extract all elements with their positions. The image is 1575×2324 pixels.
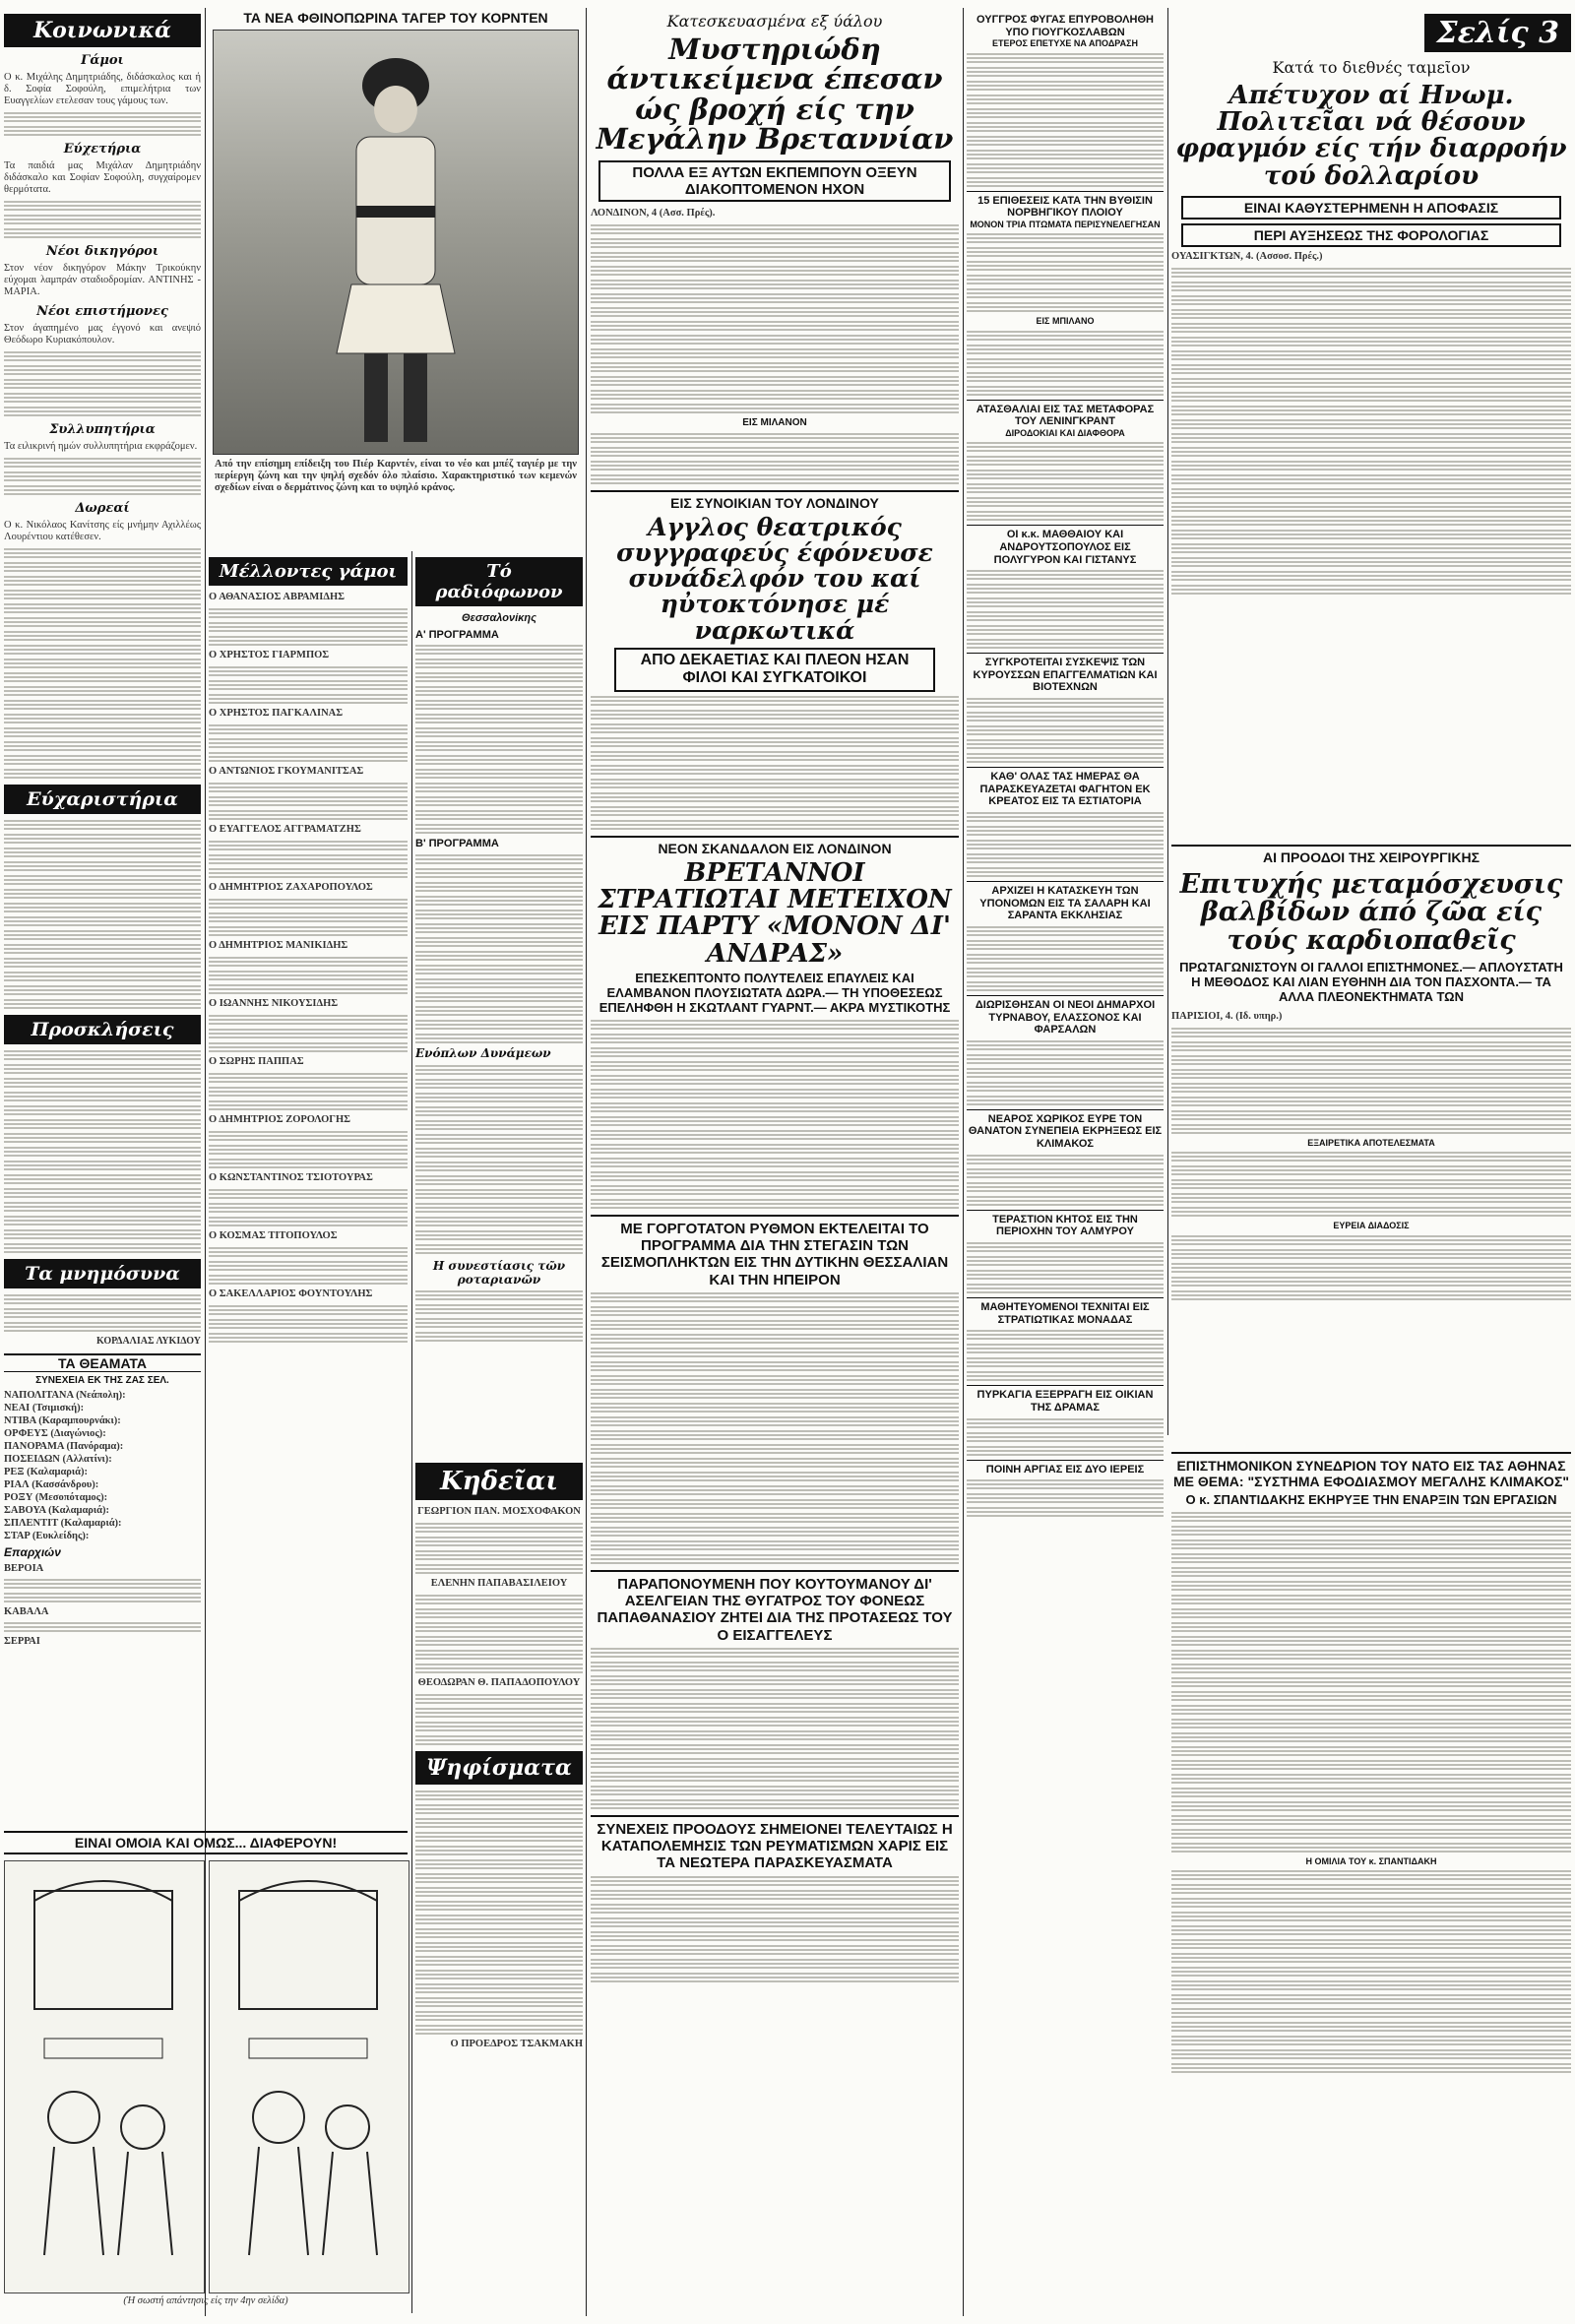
brief-headline: ΔΙΩΡΙΣΘΗΣΑΝ ΟΙ ΝΕΟΙ ΔΗΜΑΡΧΟΙ ΤΥΡΝΑΒΟΥ, ΕΛΑΣΣΟΝΟΣ ΚΑΙ ΦΑΡΣΑΛΩΝ (967, 995, 1164, 1036)
nato-box: Η ΟΜΙΛΙΑ ΤΟΥ κ. ΣΠΑΝΤΙΔΑΚΗ (1305, 1856, 1437, 1867)
funeral-name: ΓΕΩΡΓΙΟΝ ΠΑΝ. ΜΟΣΧΟΦΑΚΟΝ (417, 1506, 581, 1517)
radio-header: Τό ραδιόφωνον (415, 557, 583, 606)
story-byline: ΛΟΝΔΙΝΟΝ, 4 (Ασσ. Πρές). (591, 208, 716, 220)
item-heading: Νέοι δικηγόροι (45, 244, 159, 259)
show-item: ΝΤΙΒΑ (Καραμπουρνάκι): (4, 1414, 121, 1426)
promo-header: Προσκλήσεις (4, 1015, 201, 1044)
engagement-item: Ο ΚΟΣΜΑΣ ΤΙΤΟΠΟΥΛΟΣ (209, 1230, 338, 1241)
society-item (4, 244, 201, 298)
london-kicker: ΕΙΣ ΣΥΝΟΙΚΙΑΝ ΤΟΥ ΛΟΝΔΙΝΟΥ (591, 490, 959, 511)
engagement-item: Ο ΔΗΜΗΤΡΙΟΣ ΖΟΡΟΛΟΓΗΣ (209, 1114, 350, 1125)
cartoon-drawing-icon (5, 1861, 202, 2291)
program-label: Β' ΠΡΟΓΡΑΜΜΑ (415, 838, 499, 850)
brief-headline: ΑΡΧΙΖΕΙ Η ΚΑΤΑΣΚΕΥΗ ΤΩΝ ΥΠΟΝΟΜΩΝ ΕΙΣ ΤΑ ΣΑΛΑΡΗ ΚΑΙ ΣΑΡΑΝΤΑ ΕΚΚΛΗΣΙΑΣ (967, 881, 1164, 922)
economy-subhead: ΠΕΡΙ ΑΥΞΗΣΕΩΣ ΤΗΣ ΦΟΡΟΛΟΓΙΑΣ (1181, 223, 1561, 247)
society-item (4, 422, 201, 495)
show-item: ΝΕΑΙ (Τσιμισκή): (4, 1402, 85, 1413)
economy-subhead: ΕΙΝΑΙ ΚΑΘΥΣΤΕΡΗΜΕΝΗ Η ΑΠΟΦΑΣΙΣ (1181, 196, 1561, 220)
show-item: ΡΟΞΥ (Μεσοπόταμος): (4, 1491, 108, 1503)
funeral-name: ΘΕΟΔΩΡΑΝ Θ. ΠΑΠΑΔΟΠΟΥΛΟΥ (417, 1677, 581, 1688)
item-heading: Εύχετήρια (63, 142, 142, 157)
model-figure-icon (307, 38, 484, 452)
surgery-subhead: ΠΡΩΤΑΓΩΝΙΣΤΟΥΝ ΟΙ ΓΑΛΛΟΙ ΕΠΙΣΤΗΜΟΝΕΣ.— ΑΠΛΟΥΣΤΑΤΗ Η ΜΕΘΟΔΟΣ ΚΑΙ ΛΙΑΝ ΕΥΘΗΝΗ ΔΙΑ ΤΟΝ ΠΑΣΧΟΝΤΑ.— ΤΑ ΑΛΛΑ ΠΛΕΟΝΕΚΤΗΜΑΤΑ ΤΩΝ (1179, 960, 1563, 1004)
economy-kicker: Κατά το διεθνές ταμεῖον (1272, 58, 1471, 77)
section-logo: Σελίς 3 (1424, 14, 1571, 52)
society-item (4, 142, 201, 238)
show-item: ΝΑΠΟΛΙΤΑΝΑ (Νεάπολη): (4, 1389, 126, 1401)
engagement-item: Ο ΑΘΑΝΑΣΙΟΣ ΑΒΡΑΜΙΔΗΣ (209, 592, 346, 602)
rheum-headline: ΣΥΝΕΧΕΙΣ ΠΡΟΟΔΟΥΣ ΣΗΜΕΙΟΝΕΙ ΤΕΛΕΥΤΑΙΩΣ Η ΚΑΤΑΠΟΛΕΜΗΣΙΣ ΤΩΝ ΡΕΥΜΑΤΙΣΜΩΝ ΧΑΡΙΣ ΕΙΣ ΤΑ ΝΕΩΤΕΡΑ ΠΑΡΑΣΚΕΥΑΣΜΑΤΑ (591, 1815, 959, 1872)
column-funerals (415, 1457, 583, 2324)
funeral-name: ΕΛΕΝΗΝ ΠΑΠΑΒΑΣΙΛΕΙΟΥ (430, 1578, 568, 1589)
cartoon-title: ΕΙΝΑΙ ΟΜΟΙΑ ΚΑΙ ΟΜΩΣ... ΔΙΑΦΕΡΟΥΝ! (4, 1831, 408, 1854)
scandal-subhead: ΕΠΕΣΚΕΠΤΟΝΤΟ ΠΟΛΥΤΕΛΕΙΣ ΕΠΑΥΛΕΙΣ ΚΑΙ ΕΛΑΜΒΑΝΟΝ ΠΛΟΥΣΙΩΤΑΤΑ ΔΩΡΑ.— ΤΗ ΥΠΟΘΕΣΕΩΣ ΕΠΕΛΗΦΘΗ Η ΣΚΩΤΛΑΝΤ ΓΥΑΡΝΤ.— ΑΚΡΑ ΜΥΣΤΙΚΟΤΗΣ (598, 970, 951, 1015)
brief-subhead: ΕΤΕΡΟΣ ΕΠΕΤΥΧΕ ΝΑ ΑΠΟΔΡΑΣΗ (991, 38, 1139, 49)
funerals-header: Κηδεῖαι (415, 1463, 583, 1500)
surgery-byline: ΠΑΡΙΣΙΟΙ, 4. (Ιδ. υπηρ.) (1171, 1010, 1283, 1022)
item-body: Τα ειλικρινή ημών συλλυπητήρια εκφράζομεν. (4, 441, 198, 452)
item-heading: Συλλυπητήρια (49, 422, 156, 437)
photo-title: ΤΑ ΝΕΑ ΦΘΙΝΟΠΩΡΙΝΑ ΤΑΓΕΡ ΤΟΥ ΚΟΡΝΤΕΝ (243, 10, 548, 26)
story-dateline: ΕΙΣ ΜΙΛΑΝΟΝ (742, 417, 807, 429)
shows-header: ΤΑ ΘΕΑΜΑΤΑ (4, 1353, 201, 1372)
brief-headline: ΑΤΑΣΘΑΛΙΑΙ ΕΙΣ ΤΑΣ ΜΕΤΑΦΟΡΑΣ ΤΟΥ ΛΕΝΙΝΓΚΡΑΝΤ (967, 400, 1164, 428)
item-body: Τα παιδιά μας Μιχάλαν Δημητριάδην διδάσκαλο και Σοφίαν Σοφούλη, συγχαίρομεν θερμότατα. (4, 160, 201, 195)
cartoon-drawing-icon (210, 1861, 407, 2291)
nato-headline: ΕΠΙΣΤΗΜΟΝΙΚΟΝ ΣΥΝΕΔΡΙΟΝ ΤΟΥ ΝΑΤΟ ΕΙΣ ΤΑΣ ΑΘΗΝΑΣ ΜΕ ΘΕΜΑ: "ΣΥΣΤΗΜΑ ΕΦΟΔΙΑΣΜΟΥ ΜΕΓΑΛΗΣ ΚΛΙΜΑΚΟΣ" (1171, 1452, 1571, 1489)
engagement-item: Ο ΕΥΑΓΓΕΛΟΣ ΑΓΓΡΑΜΑΤΖΗΣ (209, 824, 361, 835)
program-label: Ενόπλων Δυνάμεων (415, 1045, 551, 1060)
thanks-header: Εύχαριστήρια (4, 785, 201, 814)
society-header: Κοινωνικά (4, 14, 201, 47)
kouts-headline: ΠΑΡΑΠΟΝΟΥΜΕΝΗ ΠΟΥ ΚΟΥΤΟΥΜΑΝΟΥ ΔΙ' ΑΣΕΛΓΕΙΑΝ ΤΗΣ ΘΥΓΑΤΡΟΣ ΤΟΥ ΦΟΝΕΩΣ ΠΑΠΑΘΑΝΑΣΙΟΥ ΖΗΤΕΙ ΔΙΑ ΤΗΣ ΠΡΟΤΑΣΕΩΣ ΤΟΥ Ο ΕΙΣΑΓΓΕΛΕΥΣ (591, 1570, 959, 1644)
show-item: ΟΡΦΕΥΣ (Διαγώνιος): (4, 1427, 106, 1439)
item-heading: Νέοι επιστήμονες (36, 304, 168, 319)
show-item: ΣΑΒΟΥΑ (Καλαμαριά): (4, 1504, 110, 1516)
story-kicker: Κατεσκευασμένα εξ ύάλου (666, 12, 883, 31)
item-body: Στον άγαπημένο μας έγγονό και ανεψιό Θεόδωρο Κυριακόπουλον. (4, 323, 201, 345)
column-rule (586, 8, 587, 2316)
surgery-box: ΕΥΡΕΙΑ ΔΙΑΔΟΣΙΣ (1333, 1221, 1410, 1231)
engagement-item: Ο ΧΡΗΣΤΟΣ ΠΑΓΚΑΛΙΝΑΣ (209, 708, 344, 719)
nato-story (1171, 1452, 1571, 2077)
signature: ΚΟΡΔΑΛΙΑΣ ΛΥΚΙΔΟΥ (95, 1336, 201, 1347)
column-rule (963, 8, 964, 2316)
brief-headline: ΚΑΘ' ΟΛΑΣ ΤΑΣ ΗΜΕΡΑΣ ΘΑ ΠΑΡΑΣΚΕΥΑΖΕΤΑΙ ΦΑΓΗΤΟΝ ΕΚ ΚΡΕΑΤΟΣ ΕΙΣ ΤΑ ΕΣΤΙΑΤΟΡΙΑ (967, 767, 1164, 808)
surgery-story (1171, 845, 1571, 1304)
program-label: Α' ΠΡΟΓΡΑΜΜΑ (415, 628, 499, 641)
engagement-item: Ο ΚΩΝΣΤΑΝΤΙΝΟΣ ΤΣΙΟΤΟΥΡΑΣ (209, 1172, 373, 1183)
engagement-item: Ο ΣΑΚΕΛΛΑΡΙΟΣ ΦΟΥΝΤΟΥΛΗΣ (209, 1288, 373, 1299)
signatory: Ο ΠΡΟΕΔΡΟΣ ΤΣΑΚΜΑΚΗ (450, 2039, 583, 2049)
surgery-box: ΕΞΑΙΡΕΤΙΚΑ ΑΠΟΤΕΛΕΣΜΑΤΑ (1307, 1137, 1435, 1148)
column-rule (1167, 8, 1168, 1435)
brief-headline: ΝΕΑΡΟΣ ΧΩΡΙΚΟΣ ΕΥΡΕ ΤΟΝ ΘΑΝΑΤΟΝ ΣΥΝΕΠΕΙΑ ΕΚΡΗΞΕΩΣ ΕΙΣ ΚΛΙΜΑΚΟΣ (967, 1109, 1164, 1151)
london-subhead: ΑΠΟ ΔΕΚΑΕΤΙΑΣ ΚΑΙ ΠΛΕΟΝ ΗΣΑΝ ΦΙΛΟΙ ΚΑΙ ΣΥΓΚΑΤΟΙΚΟΙ (614, 648, 935, 692)
memorial-header: Τα μνημόσυνα (4, 1259, 201, 1288)
brief-headline: 15 ΕΠΙΘΕΣΕΙΣ ΚΑΤΑ ΤΗΝ ΒΥΘΙΣΙΝ ΝΟΡΒΗΓΙΚΟΥ ΠΛΟΙΟΥ (967, 191, 1164, 220)
column-briefs (967, 0, 1164, 2324)
show-item: ΠΟΣΕΙΔΩΝ (Αλλατίνι): (4, 1453, 112, 1465)
item-body: Ο κ. Νικόλαος Κανίτσης είς μνήμην Αχιλλέως Λουρέντιου κατέθεσεν. (4, 520, 201, 542)
story-subhead: ΠΟΛΛΑ ΕΞ ΑΥΤΩΝ ΕΚΠΕΜΠΟΥΝ ΟΞΕΥΝ ΔΙΑΚΟΠΤΟΜΕΝΟΝ ΗΧΟΝ (598, 160, 951, 203)
economy-headline: Απέτυχον αί Ηνωμ. Πολιτεῖαι νά θέσουν φραγμόν είς τήν διαρροήν τού δολλαρίου (1175, 80, 1567, 191)
radio-station: Θεσσαλονίκης (462, 612, 536, 624)
london-headline: Αγγλος θεατρικός συγγραφεύς έφόνευσε συνάδελφόν του καί ηὐτοκτόνησε μέ ναρκωτικά (616, 512, 933, 645)
show-item: ΡΕΞ (Καλαμαριά): (4, 1466, 89, 1477)
province-item: ΒΕΡΟΙΑ (4, 1563, 44, 1575)
future-weddings-header: Μέλλοντες γάμοι (209, 557, 408, 586)
item-body: Στον νέον δικηγόρον Μάκην Τρικούκην εύχομαι λαμπράν σταδιοδρομίαν. ΑΝΤΙΝΗΣ - ΜΑΡΙΑ. (4, 263, 201, 297)
provinces-header: Επαρχιών (4, 1544, 61, 1559)
engagement-item: Ο ΑΝΤΩΝΙΟΣ ΓΚΟΥΜΑΝΙΤΣΑΣ (209, 766, 364, 777)
brief-headline: ΟΥΓΓΡΟΣ ΦΥΓΑΣ ΕΠΥΡΟΒΟΛΗΘΗ ΥΠΟ ΓΙΟΥΓΚΟΣΛΑΒΩΝ (976, 14, 1154, 38)
scandal-headline: ΒΡΕΤΑΝΝΟΙ ΣΤΡΑΤΙΩΤΑΙ ΜΕΤΕΙΧΟΝ ΕΙΣ ΠΑΡΤΥ «ΜΟΝΟΝ ΔΙ' ΑΝΔΡΑΣ» (598, 857, 952, 969)
engagement-item: Ο ΔΗΜΗΤΡΙΟΣ ΖΑΧΑΡΟΠΟΥΛΟΣ (209, 882, 373, 893)
cartoon-block (4, 1831, 408, 2318)
column-news-main (591, 0, 959, 2324)
show-item: ΡΙΑΛ (Κασσάνδρου): (4, 1478, 99, 1490)
story-headline: Μυστηριώδη άντικείμενα έπεσαν ώς βροχή είς την Μεγάλην Βρεταννίαν (596, 31, 954, 157)
cartoon-caption: (Ή σωστή απάντησις είς την 4ην σελίδα) (123, 2295, 288, 2306)
province-item: ΣΕΡΡΑΙ (4, 1636, 40, 1648)
show-item: ΣΠΛΕΝΤΙΤ (Καλαμαριά): (4, 1517, 122, 1529)
engagement-item: Ο ΔΗΜΗΤΡΙΟΣ ΜΑΝΙΚΙΔΗΣ (209, 940, 348, 951)
brief-headline: ΜΑΘΗΤΕΥΟΜΕΝΟΙ ΤΕΧΝΙΤΑΙ ΕΙΣ ΣΤΡΑΤΙΩΤΙΚΑΣ ΜΟΝΑΔΑΣ (967, 1297, 1164, 1326)
votes-header: Ψηφίσματα (415, 1751, 583, 1785)
society-item (4, 501, 201, 779)
brief-subhead: ΔΙΡΟΔΟΚΙΑΙ ΚΑΙ ΔΙΑΦΘΟΡΑ (1005, 427, 1125, 438)
surgery-headline: Επιτυχής μεταμόσχευσις βαλβίδων άπό ζῶα είς τούς καρδιοπαθεῖς (1179, 869, 1563, 956)
show-item: ΣΤΑΡ (Ευκλείδης): (4, 1530, 90, 1541)
shows-list (4, 1390, 201, 1542)
brief-headline: ΣΥΓΚΡΟΤΕΙΤΑΙ ΣΥΣΚΕΨΙΣ ΤΩΝ ΚΥΡΟΥΣΣΩΝ ΕΠΑΓΓΕΛΜΑΤΙΩΝ ΚΑΙ ΒΙΟΤΕΧΝΩΝ (967, 653, 1164, 694)
show-item: ΠΑΝΟΡΑΜΑ (Πανόραμα): (4, 1440, 124, 1452)
brief-subhead: ΜΟΝΟΝ ΤΡΙΑ ΠΤΩΜΑΤΑ ΠΕΡΙΣΥΝΕΛΕΓΗΣΑΝ (970, 219, 1161, 229)
cartoon-panel-right (209, 1860, 410, 2293)
society-item (4, 53, 201, 136)
engagement-list (209, 592, 408, 1343)
province-item: ΚΑΒΑΛΑ (4, 1606, 49, 1618)
economy-byline: ΟΥΑΣΙΓΚΤΩΝ, 4. (Ασσοσ. Πρές.) (1171, 251, 1323, 262)
engagement-item: Ο ΣΩΡΗΣ ΠΑΠΠΑΣ (209, 1056, 304, 1067)
society-item (4, 304, 201, 416)
scandal-kicker: ΝΕΟΝ ΣΚΑΝΔΑΛΟΝ ΕΙΣ ΛΟΝΔΙΝΟΝ (591, 836, 959, 856)
photo-caption: Από την επίσημη επίδειξη του Πιέρ Καρντέν, είναι το νέο και μπέζ ταγιέρ με την περίεργη ζώνη και την ψηλή σχεδόν όλο πλαίσιο. Χαρακτηριστικό των κεμενών σχεδίων είναι ο δερμάτινος ζώνη και το υψηλό κράνος. (215, 459, 577, 494)
brief-headline: ΟΙ κ.κ. ΜΑΘΘΑΙΟΥ ΚΑΙ ΑΝΔΡΟΥΤΣΟΠΟΥΛΟΣ ΕΙΣ ΠΟΛΥΓΥΡΟΝ ΚΑΙ ΓΙΣΤΑΝΥΣ (967, 525, 1164, 566)
engagement-item: Ο ΙΩΑΝΝΗΣ ΝΙΚΟΥΣΙΔΗΣ (209, 998, 339, 1009)
nato-subhead: Ο κ. ΣΠΑΝΤΙΔΑΚΗΣ ΕΚΗΡΥΞΕ ΤΗΝ ΕΝΑΡΞΙΝ ΤΩΝ ΕΡΓΑΣΙΩΝ (1185, 1492, 1557, 1508)
quake-headline: ΜΕ ΓΟΡΓΟΤΑΤΟΝ ΡΥΘΜΟΝ ΕΚΤΕΛΕΙΤΑΙ ΤΟ ΠΡΟΓΡΑΜΜΑ ΔΙΑ ΤΗΝ ΣΤΕΓΑΣΙΝ ΤΩΝ ΣΕΙΣΜΟΠΛΗΚΤΩΝ ΕΙΣ ΤΗΝ ΔΥΤΙΚΗΝ ΘΕΣΣΑΛΙΑΝ ΚΑΙ ΤΗΝ ΗΠΕΙΡΟΝ (591, 1215, 959, 1288)
brief-dateline: ΕΙΣ ΜΠΙΛΑΝΟ (1036, 316, 1095, 327)
surgery-kicker: ΑΙ ΠΡΟΟΔΟΙ ΤΗΣ ΧΕΙΡΟΥΡΓΙΚΗΣ (1171, 845, 1571, 865)
item-heading: Γάμοι (81, 53, 124, 68)
column-radio (415, 551, 583, 1437)
brief-headline: ΤΕΡΑΣΤΙΟΝ ΚΗΤΟΣ ΕΙΣ ΤΗΝ ΠΕΡΙΟΧΗΝ ΤΟΥ ΑΛΜΥΡΟΥ (967, 1210, 1164, 1238)
cartoon-panel-left (4, 1860, 205, 2293)
item-heading: Δωρεαί (75, 501, 130, 516)
engagement-item: Ο ΧΡΗΣΤΟΣ ΓΙΑΡΜΠΟΣ (209, 650, 330, 660)
item-body: Ο κ. Μιχάλης Δημητριάδης, διδάσκαλος και ή δ. Σοφία Σοφούλη, επιμελήτρια των Ευαγγελίων ετελεσαν τους γάμους των. (4, 72, 201, 106)
radio-quote: Η συνεστίασις τῶν ροταριανῶν (432, 1258, 566, 1287)
shows-subheader: ΣΥΝΕΧΕΙΑ ΕΚ ΤΗΣ ΖΑΣ ΣΕΛ. (35, 1375, 169, 1387)
brief-headline: ΠΟΙΝΗ ΑΡΓΙΑΣ ΕΙΣ ΔΥΟ ΙΕΡΕΙΣ (967, 1460, 1164, 1476)
brief-headline: ΠΥΡΚΑΓΙΑ ΕΞΕΡΡΑΓΗ ΕΙΣ ΟΙΚΙΑΝ ΤΗΣ ΔΡΑΜΑΣ (967, 1385, 1164, 1413)
fashion-photo (213, 30, 579, 455)
